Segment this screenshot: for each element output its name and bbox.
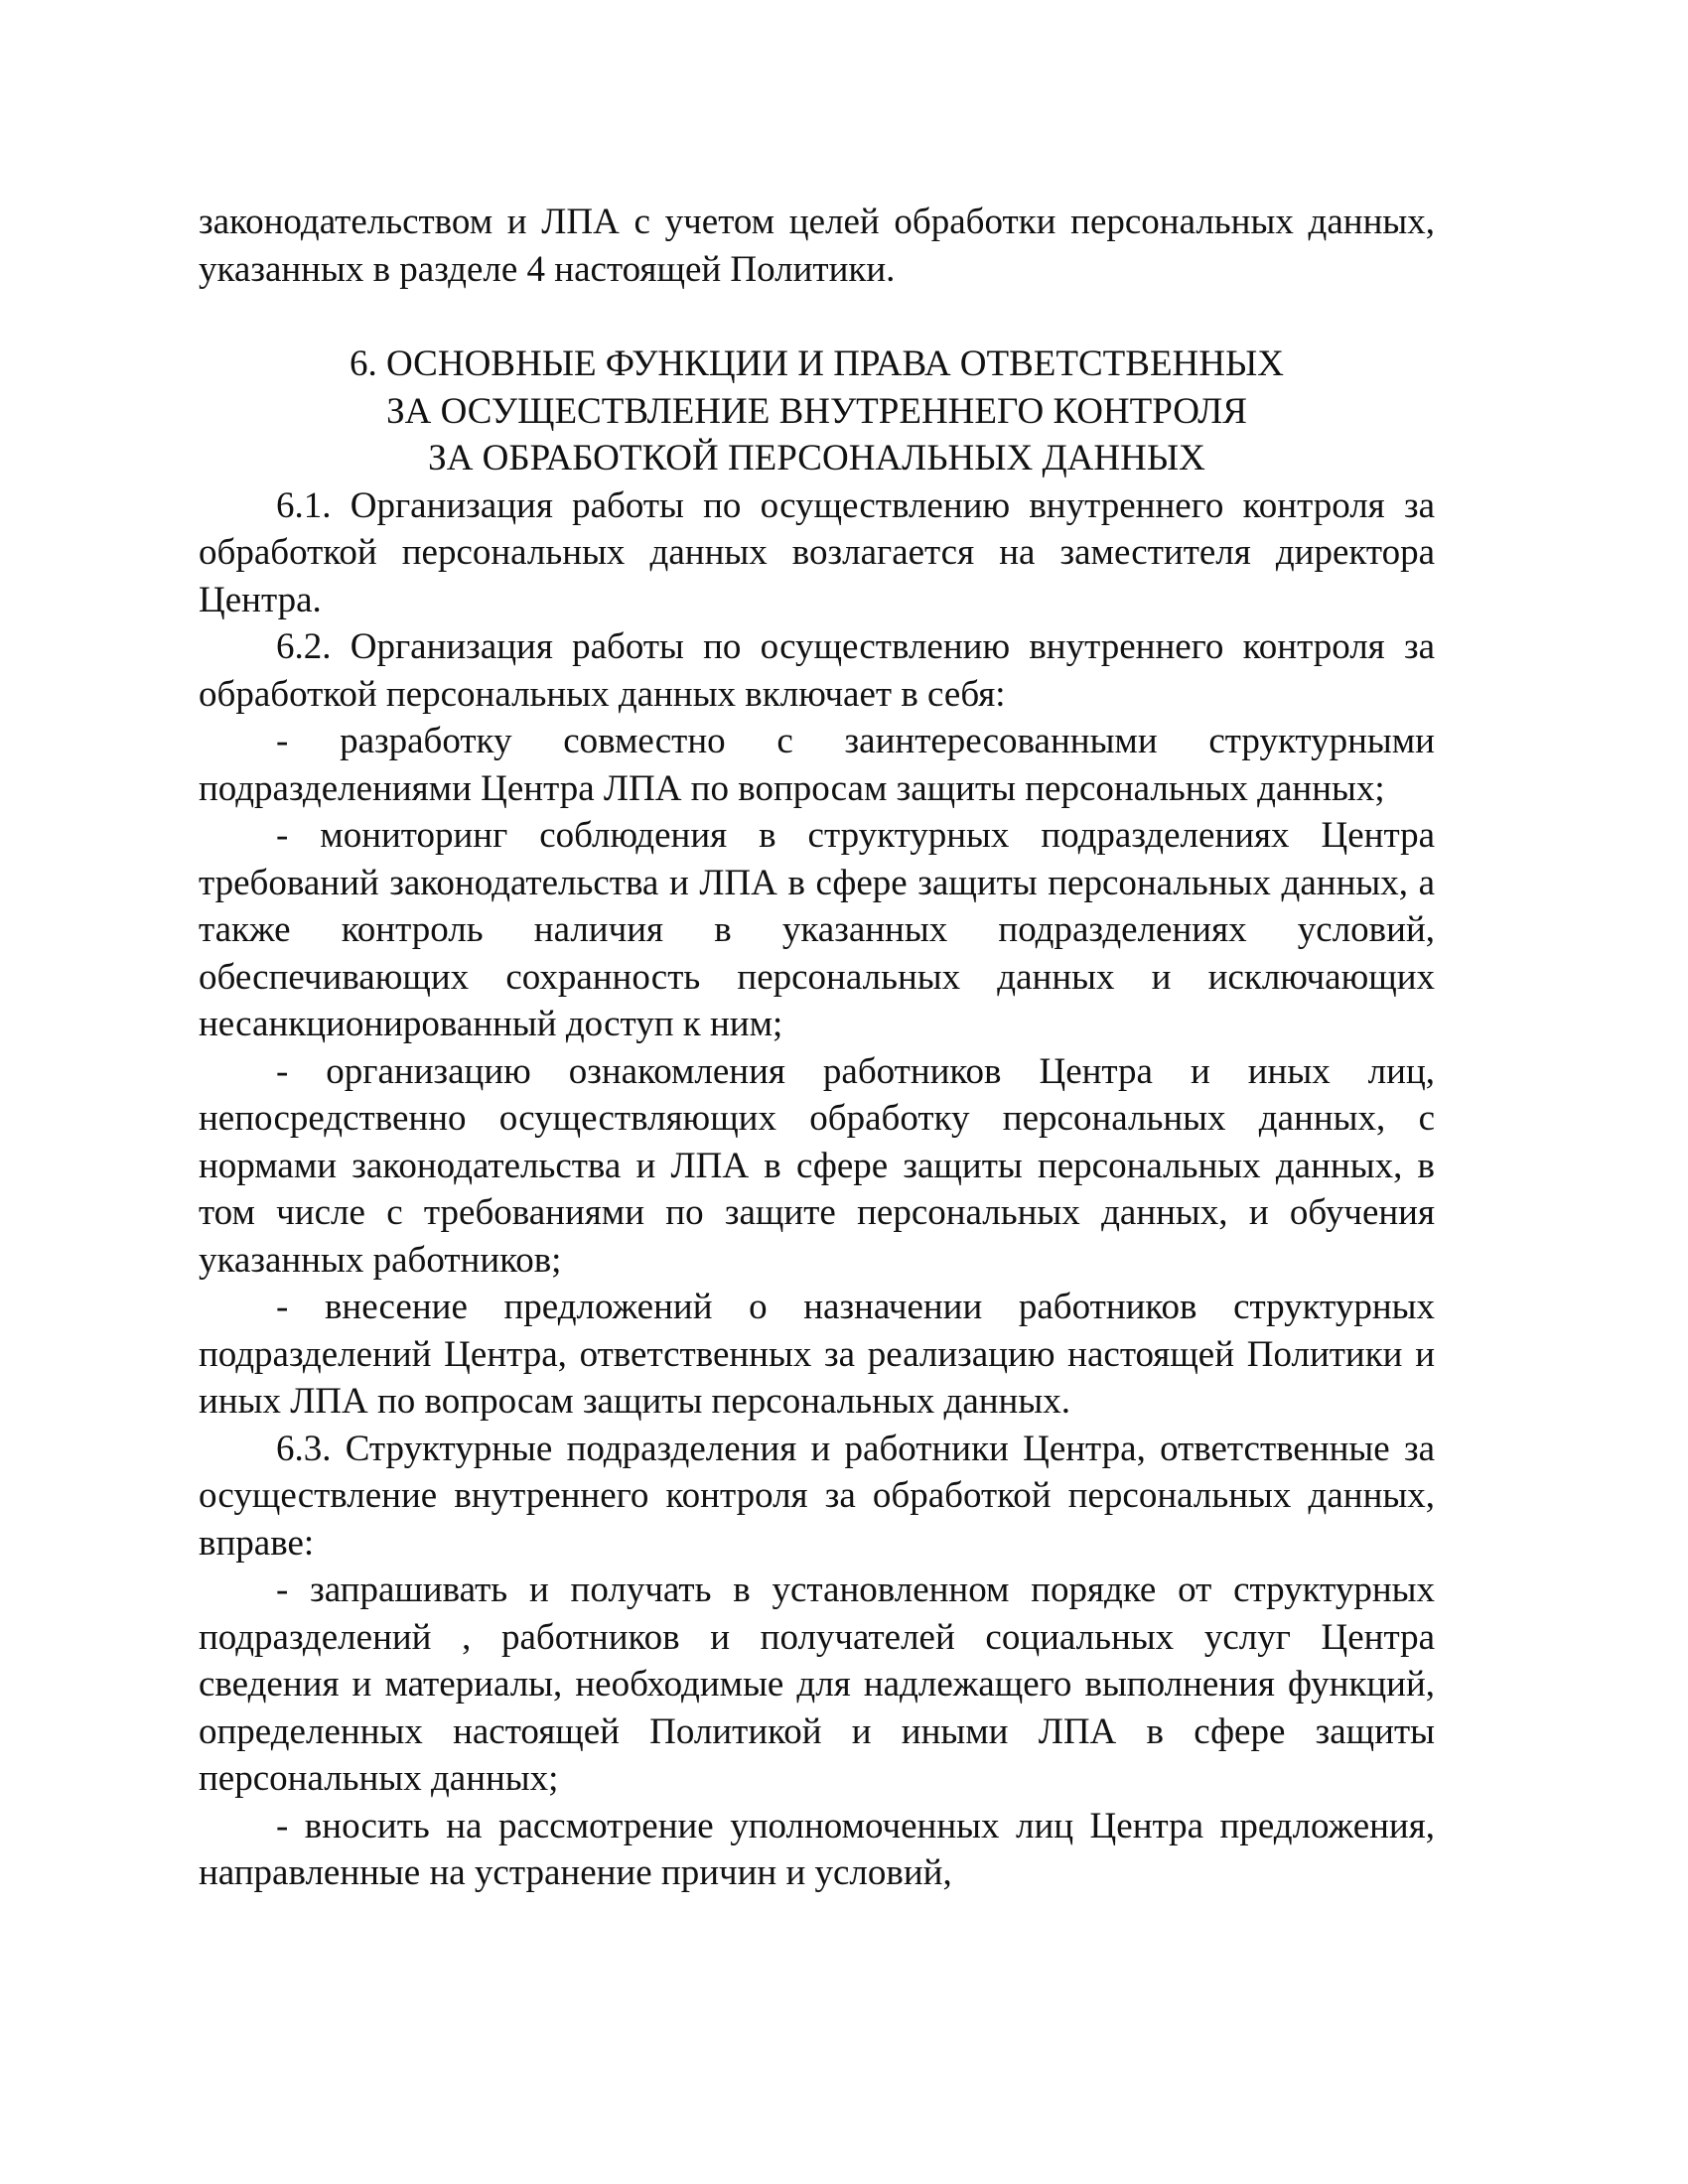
paragraph-6-2: 6.2. Организация работы по осуществлению внутреннего контроля за обработкой персональных данных включает в себя: (199, 626, 1435, 715)
list-item-request-info: - запрашивать и получать в установленном порядке от структурных подразделений , работников и получателей социальных услуг Центра сведения и материалы, необходимые для надлежащего выполнения функций, определенных настоящей Политикой и иными ЛПА в сфере защиты персональных данных; (199, 1570, 1435, 1799)
list-item-development: - разработку совместно с заинтересованными структурными подразделениями Центра ЛПА по вопросам защиты персональных данных; (199, 721, 1435, 809)
intro-paragraph: законодательством и ЛПА с учетом целей обработки персональных данных, указанных в разделе 4 настоящей Политики. (199, 202, 1435, 290)
list-item-submit-proposals: - вносить на рассмотрение уполномоченных лиц Центра предложения, направленные на устранение причин и условий, (199, 1805, 1435, 1893)
section-heading-line-2: ЗА ОСУЩЕСТВЛЕНИЕ ВНУТРЕННЕГО КОНТРОЛЯ (386, 390, 1247, 432)
list-item-proposals: - внесение предложений о назначении работников структурных подразделений Центра, ответственных за реализацию настоящей Политики и иных ЛПА по вопросам защиты персональных данных. (199, 1287, 1435, 1422)
paragraph-6-3: 6.3. Структурные подразделения и работники Центра, ответственные за осуществление внутреннего контроля за обработкой персональных данных, вправе: (199, 1428, 1435, 1564)
section-heading (199, 341, 1435, 482)
section-heading-line-1: 6. ОСНОВНЫЕ ФУНКЦИИ И ПРАВА ОТВЕТСТВЕННЫХ (350, 343, 1284, 384)
section-heading-line-3: ЗА ОБРАБОТКОЙ ПЕРСОНАЛЬНЫХ ДАННЫХ (428, 438, 1205, 478)
paragraph-6-1: 6.1. Организация работы по осуществлению внутреннего контроля за обработкой персональных данных возлагается на заместителя директора Центра. (199, 484, 1435, 620)
list-item-familiarization: - организацию ознакомления работников Центра и иных лиц, непосредственно осуществляющих обработку персональных данных, с нормами законодательства и ЛПА в сфере защиты персональных данных, в том числе с требованиями по защите персональных данных, и обучения указанных работников; (199, 1050, 1435, 1281)
list-item-monitoring: - мониторинг соблюдения в структурных подразделениях Центра требований законодательства и ЛПА в сфере защиты персональных данных, а также контроль наличия в указанных подразделениях условий, обеспечивающих сохранность персональных данных и исключающих несанкционированный доступ к ним; (199, 815, 1435, 1044)
document-page (199, 199, 1435, 1897)
